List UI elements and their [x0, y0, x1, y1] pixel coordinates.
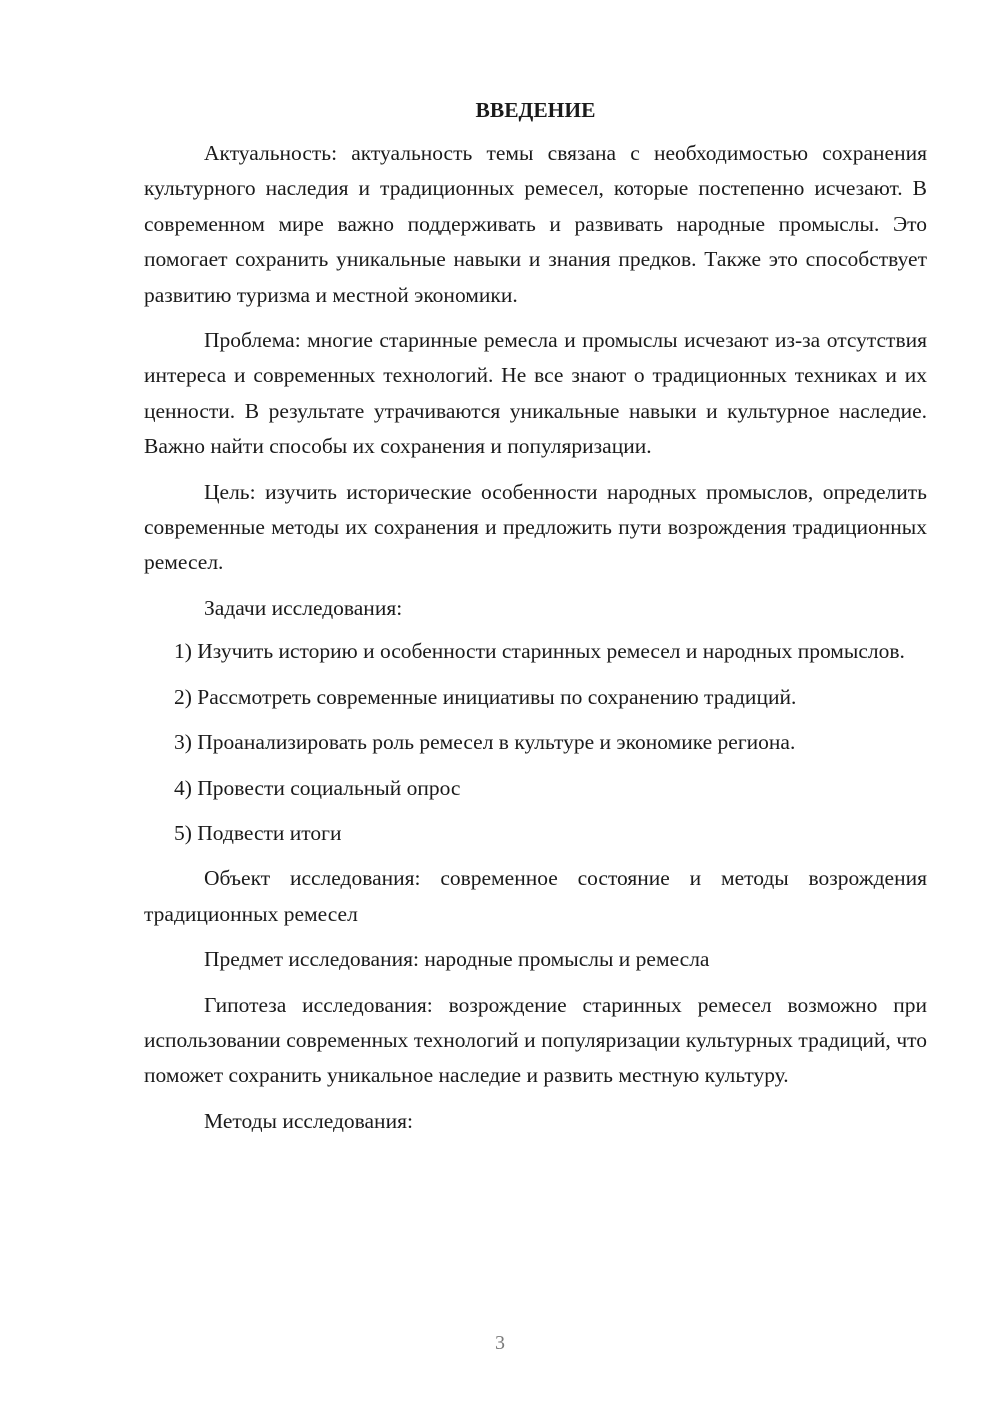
- object-paragraph: Объект исследования: современное состояние и методы возрождения традиционных ремесел: [144, 866, 927, 926]
- tasks-list: [144, 634, 927, 851]
- task-item: 1) Изучить историю и особенности старинных ремесел и народных промыслов.: [174, 639, 905, 664]
- hypothesis-paragraph: Гипотеза исследования: возрождение старинных ремесел возможно при использовании современных технологий и популяризации культурных традиций, что поможет сохранить уникальное наследие и развить местную культуру.: [144, 992, 927, 1088]
- task-item: 5) Подвести итоги: [174, 820, 342, 845]
- problem-paragraph: Проблема: многие старинные ремесла и промыслы исчезают из-за отсутствия интереса и современных технологий. Не все знают о традиционных техниках и их ценности. В результате утрачиваются уникальные навыки и культурное наследие. Важно найти способы их сохранения и популяризации.: [144, 328, 927, 459]
- tasks-title: Задачи исследования:: [204, 595, 403, 620]
- subject-paragraph: Предмет исследования: народные промыслы и ремесла: [204, 947, 710, 972]
- page-number: 3: [495, 1332, 505, 1354]
- document-page: [144, 90, 927, 1149]
- task-item: 4) Провести социальный опрос: [174, 775, 461, 800]
- goal-paragraph: Цель: изучить исторические особенности народных промыслов, определить современные методы их сохранения и предложить пути возрождения традиционных ремесел.: [144, 479, 927, 575]
- relevance-paragraph: Актуальность: актуальность темы связана с необходимостью сохранения культурного наследия и традиционных ремесел, которые постепенно исчезают. В современном мире важно поддерживать и развивать народные промыслы. Это помогает сохранить уникальные навыки и знания предков. Также это способствует развитию туризма и местной экономики.: [144, 141, 927, 307]
- task-item: 2) Рассмотреть современные инициативы по сохранению традиций.: [174, 684, 797, 709]
- task-item: 3) Проанализировать роль ремесел в культуре и экономике региона.: [174, 730, 796, 755]
- methods-title: Методы исследования:: [204, 1108, 413, 1133]
- document-heading: ВВЕДЕНИЕ: [475, 98, 596, 122]
